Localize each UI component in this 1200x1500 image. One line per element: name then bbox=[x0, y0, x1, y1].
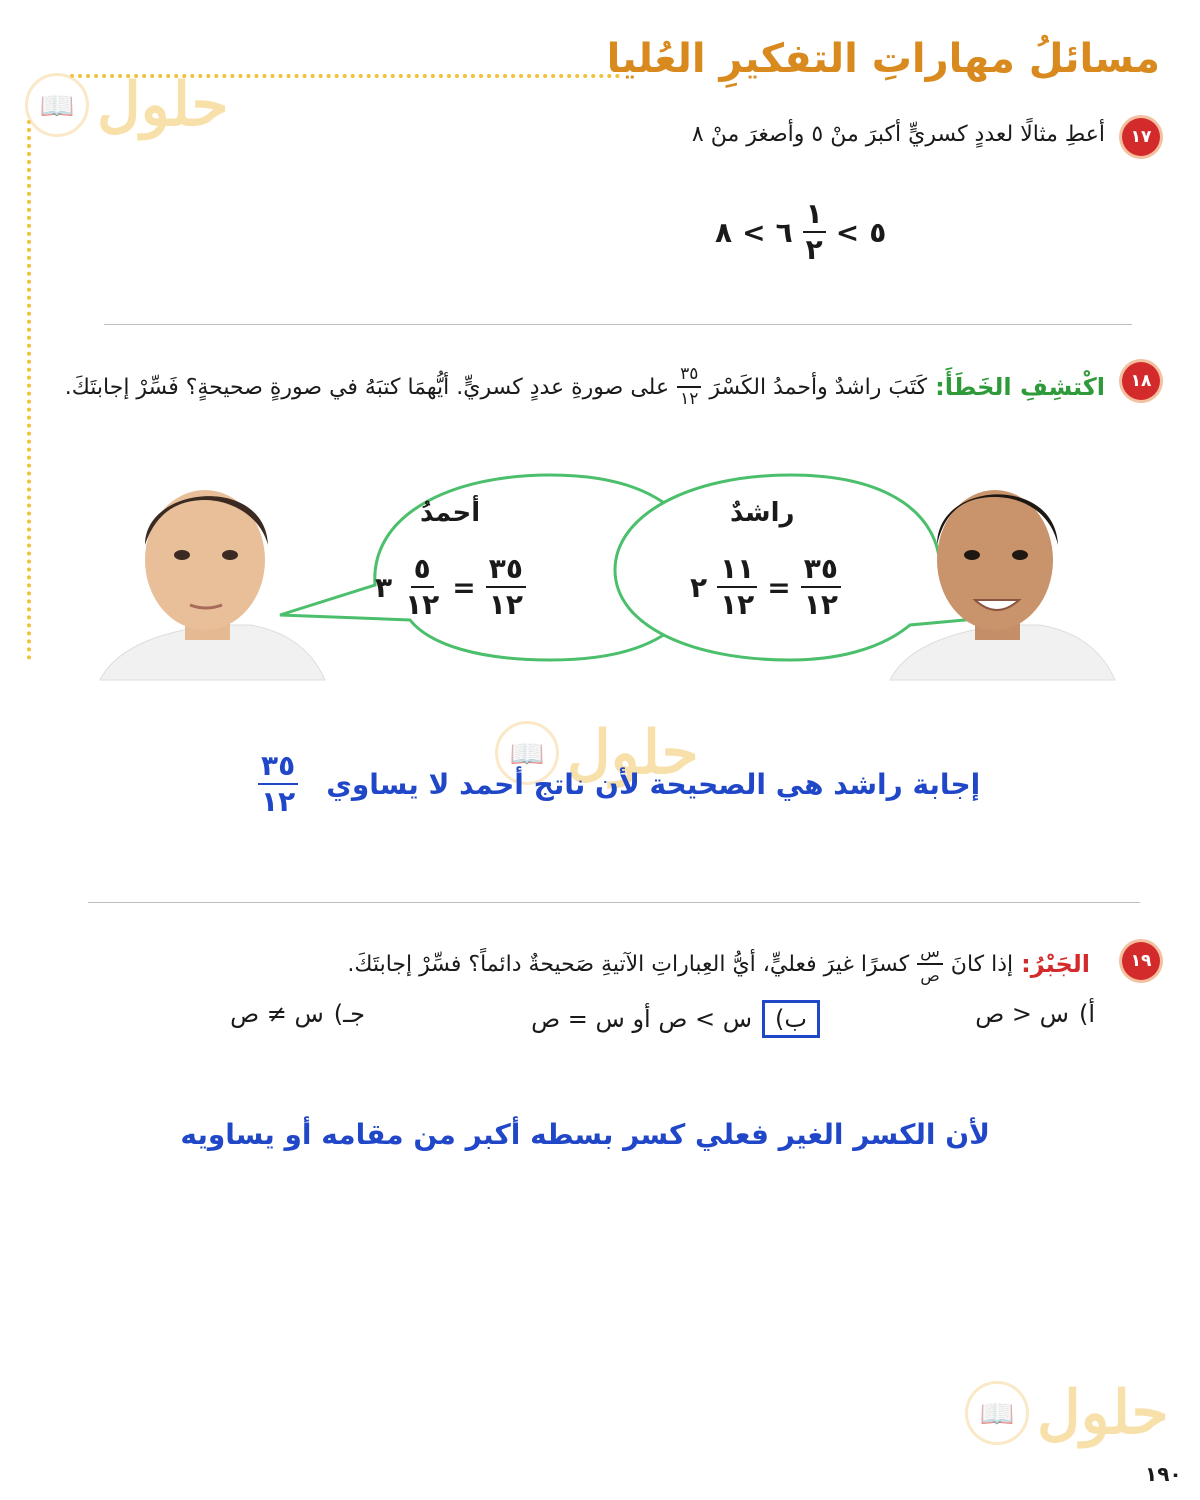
question-19-text: الجَبْرُ: إذا كانَ $\frac{\text{س}}{\text{ص}}$ كسرًا غيرَ فعليٍّ، أيُّ العِباراتِ الآتيةِ صَحيحةٌ دائماً؟ فسِّرْ إجابتَكَ. bbox=[347, 942, 1090, 985]
ahmad-name: أحمدُ bbox=[420, 498, 481, 528]
question-number-badge: ١٩ bbox=[1122, 942, 1160, 980]
ahmad-boy-picture bbox=[100, 490, 325, 680]
page-number: ١٩٠ bbox=[1145, 1462, 1182, 1486]
speech-bubbles-illustration bbox=[90, 455, 1120, 690]
fraction: $\frac{٣٥}{١٢}$ bbox=[258, 752, 298, 816]
fraction: $\frac{\text{س}}{\text{ص}}$ bbox=[917, 944, 943, 984]
watermark-text: حلول bbox=[97, 70, 229, 140]
fraction: $\frac{٣٥}{١٢}$ bbox=[677, 366, 701, 408]
option-a[interactable]: أ) س < ص bbox=[975, 1000, 1095, 1028]
fraction: $\frac{٥}{١٢}$ bbox=[405, 552, 440, 621]
question-number-badge: ١٧ bbox=[1122, 118, 1160, 156]
rashid-name: راشدٌ bbox=[730, 498, 795, 528]
question-17-text: أعطِ مثالًا لعددٍ كسريٍّ أكبرَ منْ ٥ وأصغرَ منْ ٨ bbox=[691, 122, 1105, 147]
divider bbox=[88, 902, 1140, 903]
fraction: $\frac{٣٥}{١٢}$ bbox=[486, 555, 526, 619]
selected-option-box: ب) bbox=[762, 1000, 820, 1038]
fraction: $\frac{١١}{١٢}$ bbox=[717, 555, 757, 619]
book-icon: 📖 bbox=[965, 1381, 1029, 1445]
q17-answer-expression: ٨ < ٦ $\frac{١}{٢}$ < ٥ bbox=[715, 197, 887, 266]
fraction: $\frac{١}{٢}$ bbox=[803, 200, 826, 264]
watermark-logo bbox=[965, 1378, 1169, 1448]
answer-19-text: لأن الكسر الغير فعلي كسر بسطه أكبر من مقامه أو يساويه bbox=[180, 1118, 990, 1151]
option-b[interactable]: ب) س > ص أو س = ص bbox=[531, 1000, 820, 1038]
ahmad-work: ٣ $\frac{٥}{١٢}$ = $\frac{٣٥}{١٢}$ bbox=[375, 555, 526, 619]
option-c[interactable]: جـ) س ≠ ص bbox=[230, 1000, 365, 1028]
side-dotted-line bbox=[27, 120, 31, 660]
answer-18 bbox=[258, 749, 981, 818]
watermark-logo bbox=[25, 70, 229, 140]
divider bbox=[104, 324, 1132, 325]
fraction: $\frac{٣٥}{١٢}$ bbox=[801, 555, 841, 619]
watermark-text: حلول bbox=[1037, 1378, 1169, 1448]
section-title: مسائلُ مهاراتِ التفكيرِ العُليا bbox=[606, 36, 1160, 82]
rashid-work: ٢ $\frac{١١}{١٢}$ = $\frac{٣٥}{١٢}$ bbox=[690, 555, 841, 619]
book-icon: 📖 bbox=[25, 73, 89, 137]
question-number-badge: ١٨ bbox=[1122, 362, 1160, 400]
question-18-text: اكْتشِفِ الخَطَأَ: كَتَبَ راشدٌ وأحمدُ الكَسْرَ $\frac{٣٥}{١٢}$ على صورةِ عددٍ كسريٍّ. أيُّهمَا كتبَهُ في صورةٍ صحيحةٍ؟ فَسِّرْ إجابتَكَ. bbox=[64, 364, 1105, 409]
book-icon: 📖 bbox=[495, 721, 559, 785]
answer-18-text: إجابة راشد هي الصحيحة لأن ناتج أحمد لا يساوي bbox=[326, 767, 981, 801]
watermark-text: حلول bbox=[567, 718, 699, 788]
